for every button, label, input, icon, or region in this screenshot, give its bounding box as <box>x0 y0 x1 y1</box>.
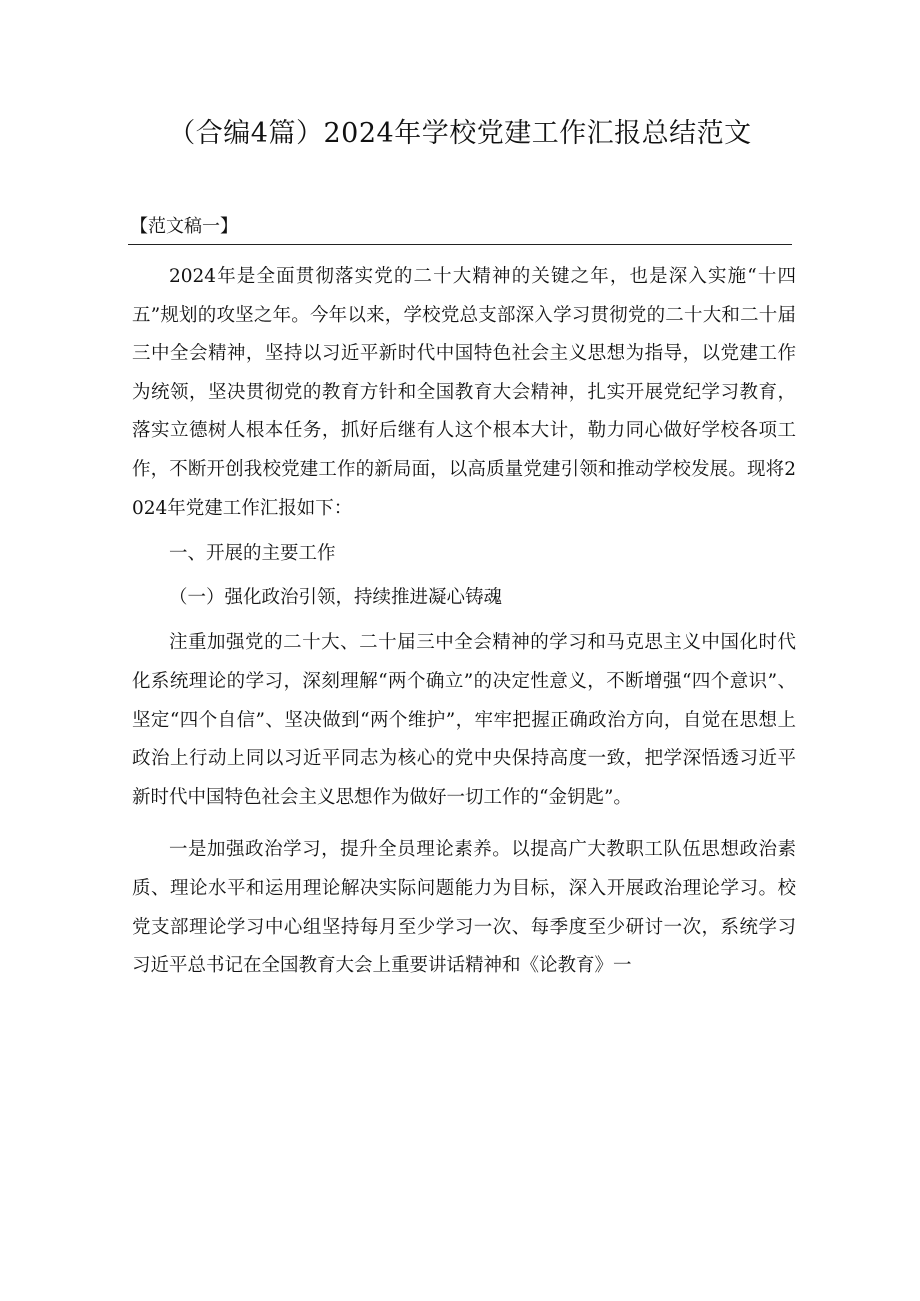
section-label: 【范文稿一】 <box>130 216 238 237</box>
heading-political-guidance: （一）强化政治引领，持续推进凝心铸魂 <box>169 586 503 608</box>
section-divider <box>128 244 792 245</box>
paragraph-intro: 2024年是全面贯彻落实党的二十大精神的关键之年，也是深入实施“十四五”规划的攻坚之年。今年以来，学校党总支部深入学习贯彻党的二十大和二十届三中全会精神，坚持以习近平新时代中国特色社会主义思想为指导，以党建工作为统领，坚决贯彻党的教育方针和全国教育大会精神，扎实开展党纪学习教育，落实立德树人根本任务，抓好后继有人这个根本大计，勒力同心做好学校各项工作，不断开创我校党建工作的新局面，以高质量党建引领和推动学校发展。现将2024年党建工作汇报如下： <box>132 266 796 519</box>
paragraph-theory-learning: 一是加强政治学习，提升全员理论素养。以提高广大教职工队伍思想政治素质、理论水平和运用理论解决实际问题能力为目标，深入开展政治理论学习。校党支部理论学习中心组坚持每月至少学习一次、每季度至少研讨一次，系统学习习近平总书记在全国教育大会上重要讲话精神和《论教育》一 <box>132 839 796 977</box>
document-body <box>132 258 796 986</box>
heading-main-work: 一、开展的主要工作 <box>169 543 336 565</box>
paragraph-political-study: 注重加强党的二十大、二十届三中全会精神的学习和马克思主义中国化时代化系统理论的学习，深刻理解“两个确立”的决定性意义，不断增强“四个意识”、坚定“四个自信”、坚决做到“两个维护”，牢牢把握正确政治方向，自觉在思想上政治上行动上同以习近平同志为核心的党中央保持高度一致，把学深悟透习近平新时代中国特色社会主义思想作为做好一切工作的“金钥匙”。 <box>132 632 796 808</box>
document-title: （合编4篇）2024年学校党建工作汇报总结范文 <box>168 118 752 149</box>
